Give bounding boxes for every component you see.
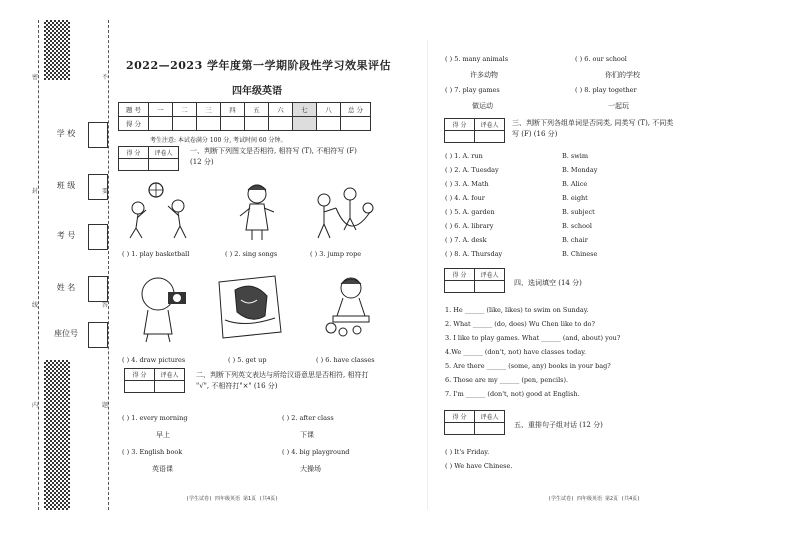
s1-item: ( ) 5. get up bbox=[228, 356, 267, 364]
s3-item-a: ( ) 8. A. Thursday bbox=[445, 250, 503, 258]
cut-line-inner bbox=[108, 20, 109, 510]
field-name bbox=[48, 280, 106, 296]
score-cell-total[interactable] bbox=[341, 117, 371, 131]
grader-reviewer-cell[interactable] bbox=[475, 281, 505, 293]
grader-score-label: 得 分 bbox=[445, 119, 475, 131]
s5-item: ( ) We have Chinese. bbox=[445, 462, 513, 470]
section-4-title: 四、选词填空 (14 分) bbox=[514, 279, 582, 287]
school-input-box[interactable] bbox=[88, 122, 108, 148]
s4-item: 4.We ______ (don't, not) have classes today. bbox=[445, 348, 587, 356]
s2-item: ( ) 4. big playground bbox=[282, 448, 350, 456]
s1-item: ( ) 4. draw pictures bbox=[122, 356, 186, 364]
grader-reviewer-cell[interactable] bbox=[149, 159, 179, 171]
grader-box-s3 bbox=[444, 118, 505, 143]
s3-item-b: B. eight bbox=[562, 194, 588, 202]
basketball-kids-illustration bbox=[120, 180, 200, 242]
s2-item: ( ) 5. many animals bbox=[445, 55, 509, 63]
s2-item-cn: 做运动 bbox=[472, 102, 493, 110]
score-table-header: 四 bbox=[221, 103, 245, 117]
s3-item-b: B. school bbox=[562, 222, 592, 230]
field-seat bbox=[48, 326, 106, 342]
field-label: 班 级 bbox=[56, 181, 76, 190]
s2-item: ( ) 6. our school bbox=[575, 55, 627, 63]
grader-score-label: 得 分 bbox=[125, 369, 155, 381]
grader-reviewer-label: 评卷人 bbox=[475, 411, 505, 423]
s1-item: ( ) 1. play basketball bbox=[122, 250, 190, 258]
s3-item-a: ( ) 3. A. Math bbox=[445, 180, 489, 188]
section-title-text: 写 (F) (16 分) bbox=[512, 130, 558, 138]
seat-input-box[interactable] bbox=[88, 322, 108, 348]
field-label: 姓 名 bbox=[56, 283, 76, 292]
section-5-title: 五、重排句子组对话 (12 分) bbox=[514, 421, 603, 429]
s2-item-cn: 你们的学校 bbox=[605, 71, 640, 79]
score-table-header: 六 bbox=[269, 103, 293, 117]
grader-reviewer-label: 评卷人 bbox=[149, 147, 179, 159]
s3-item-a: ( ) 7. A. desk bbox=[445, 236, 487, 244]
cut-line-outer bbox=[38, 20, 39, 510]
score-cell[interactable] bbox=[173, 117, 197, 131]
s4-item: 2. What ______ (do, does) Wu Chen like to do? bbox=[445, 320, 595, 328]
s2-item: ( ) 7. play games bbox=[445, 86, 500, 94]
cut-mark: 答 bbox=[102, 302, 109, 309]
s3-item-b: B. Chinese bbox=[562, 250, 598, 258]
name-input-box[interactable] bbox=[88, 276, 108, 302]
s2-item-cn: 英语课 bbox=[152, 465, 173, 473]
grader-score-cell[interactable] bbox=[445, 423, 475, 435]
score-cell[interactable] bbox=[317, 117, 341, 131]
field-label: 学 校 bbox=[56, 129, 76, 138]
cut-mark: 要 bbox=[102, 188, 109, 195]
s3-item-a: ( ) 1. A. run bbox=[445, 152, 483, 160]
section-2-title bbox=[196, 370, 420, 392]
score-table-header: 总 分 bbox=[341, 103, 371, 117]
s4-item: 6. Those are my ______ (pen, pencils). bbox=[445, 376, 569, 384]
s2-item-cn: 大操场 bbox=[300, 465, 321, 473]
grader-score-label: 得 分 bbox=[445, 269, 475, 281]
s2-item: ( ) 3. English book bbox=[122, 448, 183, 456]
s1-item: ( ) 3. jump rope bbox=[310, 250, 362, 258]
exam-note: 考生注意: 本试卷满分 100 分, 考试时间 60 分钟。 bbox=[150, 137, 287, 144]
grader-box-s5 bbox=[444, 410, 505, 435]
s3-item-b: B. swim bbox=[562, 152, 589, 160]
binding-pattern-top bbox=[44, 20, 70, 80]
s2-item-cn: 早上 bbox=[156, 431, 170, 439]
grader-reviewer-cell[interactable] bbox=[475, 131, 505, 143]
score-table-header: 八 bbox=[317, 103, 341, 117]
score-cell[interactable] bbox=[269, 117, 293, 131]
s4-item: 1. He ______ (like, likes) to swim on Sunday. bbox=[445, 306, 589, 314]
grader-reviewer-label: 评卷人 bbox=[475, 119, 505, 131]
s2-item-cn: 下课 bbox=[300, 431, 314, 439]
field-label: 考 号 bbox=[56, 231, 76, 240]
section-title-text: 二、判断下列英文表达与所给汉语意思是否相符, 相符打 bbox=[196, 371, 369, 379]
score-cell[interactable] bbox=[293, 117, 317, 131]
score-table-header: 七 bbox=[293, 103, 317, 117]
s4-item: 3. I like to play games. What ______ (and, about) you? bbox=[445, 334, 621, 342]
field-label: 座位号 bbox=[54, 329, 78, 338]
s2-item-cn: 许多动物 bbox=[470, 71, 498, 79]
section-title-text: 三、判断下列各组单词是否同类, 同类写 (T), 不同类 bbox=[512, 119, 674, 127]
grader-score-cell[interactable] bbox=[445, 131, 475, 143]
girl-singing-illustration bbox=[232, 182, 282, 242]
cut-mark: 密 bbox=[32, 74, 39, 81]
cut-mark: 内 bbox=[32, 402, 39, 409]
section-title-text: "√", 不相符打"×" (16 分) bbox=[196, 382, 278, 390]
section-points: (12 分) bbox=[190, 158, 214, 166]
score-table bbox=[118, 102, 371, 131]
page-footer-left: (学生试卷) 四年级英语 第1页 (共4页) bbox=[186, 496, 279, 502]
boy-with-camera-illustration bbox=[128, 272, 198, 344]
s4-item: 5. Are there ______ (some, any) books in your bag? bbox=[445, 362, 611, 370]
grader-score-cell[interactable] bbox=[125, 381, 155, 393]
exam-number-input-box[interactable] bbox=[88, 224, 108, 250]
boy-at-desk-illustration bbox=[315, 272, 385, 344]
s3-item-b: B. subject bbox=[562, 208, 595, 216]
grader-score-label: 得 分 bbox=[445, 411, 475, 423]
score-cell[interactable] bbox=[245, 117, 269, 131]
s1-item: ( ) 6. have classes bbox=[316, 356, 375, 364]
grader-box-s4 bbox=[444, 268, 505, 293]
s1-item: ( ) 2. sing songs bbox=[225, 250, 278, 258]
sleeping-person-illustration bbox=[215, 272, 285, 342]
s2-item: ( ) 8. play together bbox=[575, 86, 637, 94]
grader-box-s1 bbox=[118, 146, 179, 171]
score-cell[interactable] bbox=[221, 117, 245, 131]
s5-item: ( ) It's Friday. bbox=[445, 448, 490, 456]
class-input-box[interactable] bbox=[88, 174, 108, 200]
grader-box-s2 bbox=[124, 368, 185, 393]
page-title: 2022—2023 学年度第一学期阶段性学习效果评估 bbox=[126, 59, 392, 72]
field-exam-number bbox=[48, 228, 106, 244]
s3-item-a: ( ) 6. A. library bbox=[445, 222, 494, 230]
grader-reviewer-cell[interactable] bbox=[475, 423, 505, 435]
page-divider bbox=[427, 40, 428, 510]
jump-rope-illustration bbox=[310, 182, 376, 244]
s3-item-b: B. Alice bbox=[562, 180, 588, 188]
section-3-title bbox=[512, 118, 702, 140]
s2-item: ( ) 1. every morning bbox=[122, 414, 188, 422]
s2-item-cn: 一起玩 bbox=[608, 102, 629, 110]
score-row-label: 得 分 bbox=[119, 117, 149, 131]
cut-mark: 线 bbox=[32, 302, 39, 309]
field-class bbox=[48, 178, 109, 195]
s3-item-a: ( ) 2. A. Tuesday bbox=[445, 166, 499, 174]
section-1-title bbox=[190, 146, 410, 168]
score-cell[interactable] bbox=[197, 117, 221, 131]
score-table-header: 三 bbox=[197, 103, 221, 117]
cut-mark: 封 bbox=[32, 188, 39, 195]
grader-reviewer-cell[interactable] bbox=[155, 381, 185, 393]
section-title-text: 一、判断下列图文是否相符, 相符写 (T), 不相符写 (F) bbox=[190, 147, 357, 155]
s3-item-a: ( ) 4. A. four bbox=[445, 194, 485, 202]
score-cell[interactable] bbox=[149, 117, 173, 131]
cut-mark: 不 bbox=[102, 74, 109, 81]
grader-reviewer-label: 评卷人 bbox=[475, 269, 505, 281]
score-table-header: 二 bbox=[173, 103, 197, 117]
s2-item: ( ) 2. after class bbox=[282, 414, 334, 422]
s3-item-a: ( ) 5. A. garden bbox=[445, 208, 495, 216]
grader-reviewer-label: 评卷人 bbox=[155, 369, 185, 381]
binding-pattern-bottom bbox=[44, 360, 70, 510]
s3-item-b: B. Monday bbox=[562, 166, 598, 174]
score-table-header: 题 号 bbox=[119, 103, 149, 117]
cut-mark: 题 bbox=[102, 402, 109, 409]
grader-score-cell[interactable] bbox=[119, 159, 149, 171]
page-footer-right: (学生试卷) 四年级英语 第2页 (共4页) bbox=[548, 496, 641, 502]
s3-item-b: B. chair bbox=[562, 236, 588, 244]
grader-score-label: 得 分 bbox=[119, 147, 149, 159]
score-table-header: 一 bbox=[149, 103, 173, 117]
score-table-header: 五 bbox=[245, 103, 269, 117]
s4-item: 7. I'm ______ (don't, not) good at English. bbox=[445, 390, 580, 398]
grader-score-cell[interactable] bbox=[445, 281, 475, 293]
page-subtitle: 四年级英语 bbox=[232, 86, 282, 97]
field-school bbox=[48, 126, 106, 142]
